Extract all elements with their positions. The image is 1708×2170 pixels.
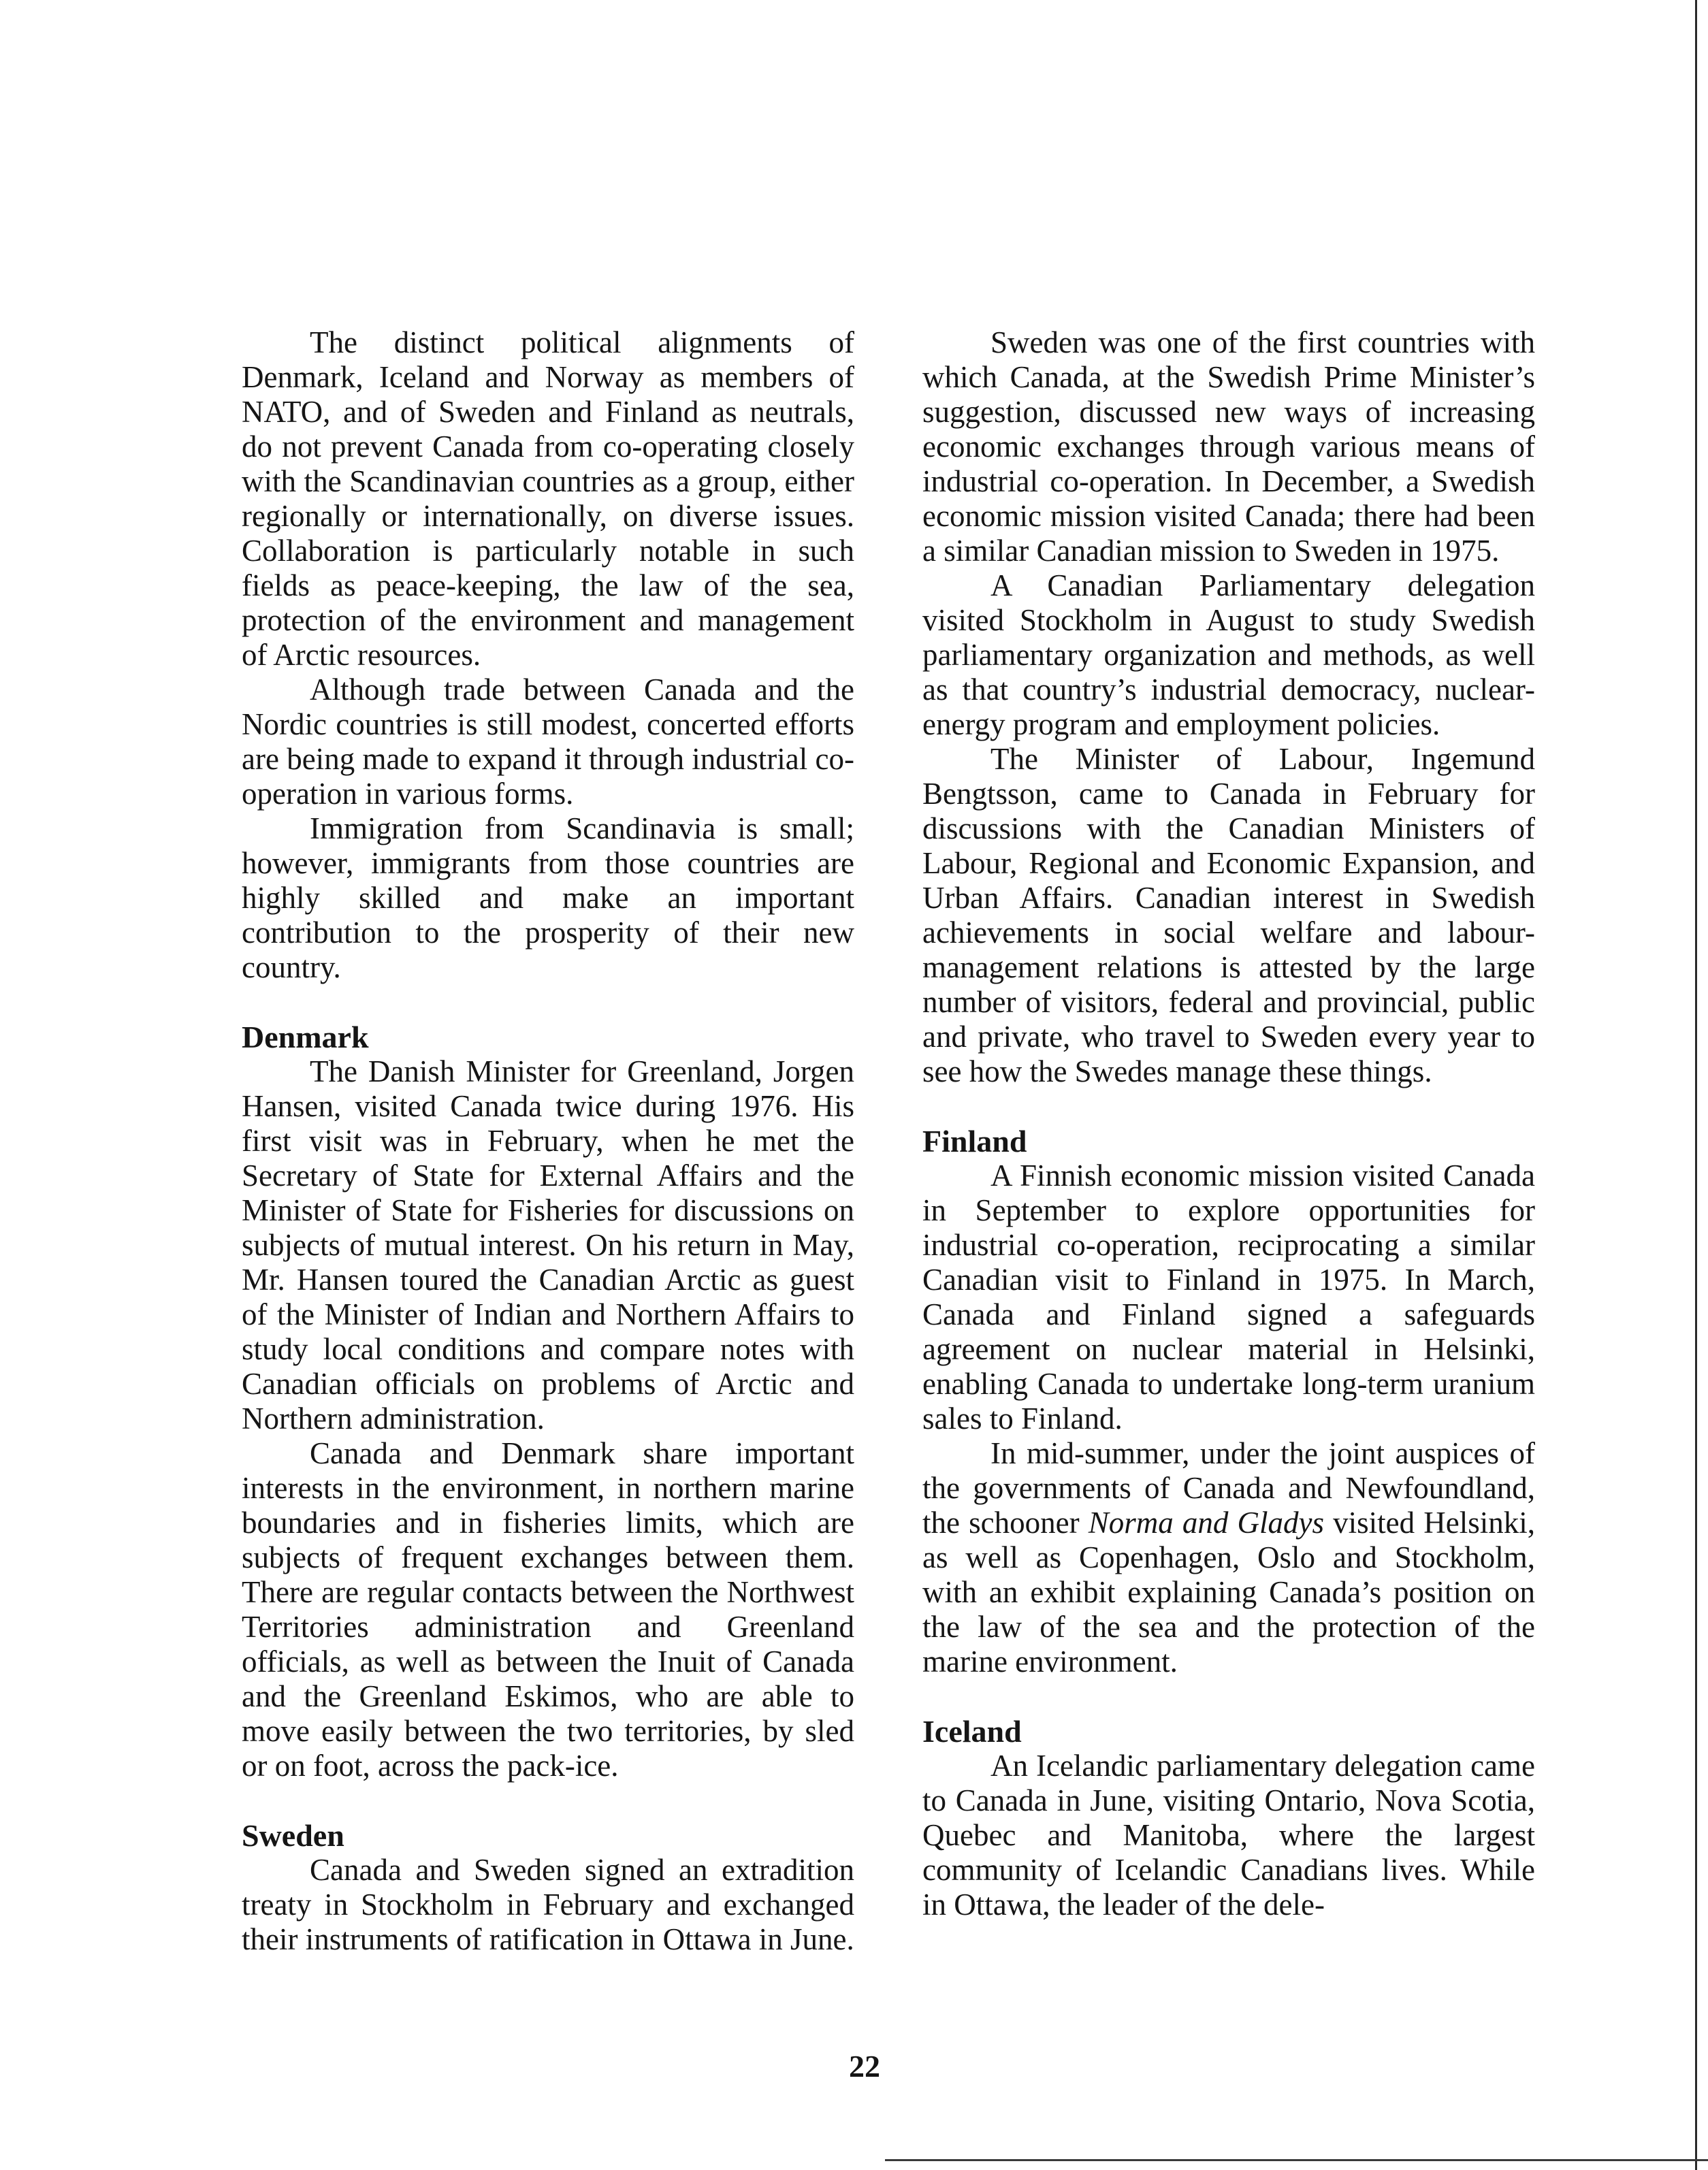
finland-paragraph-1: A Finnish economic mission visited Canada in September to explore opportunities for industrial co-operation, reciprocating a similar Canadian visit to Finland in 1975. In March, Canada and Finland signed a safeguards agreement on nuclear material in Helsinki, enabling Canada to undertake long-term uranium sales to Finland. (922, 1159, 1535, 1436)
ship-name: Norma and Gladys (1088, 1506, 1324, 1540)
page-edge-bottom (885, 2159, 1708, 2161)
denmark-heading: Denmark (242, 1020, 369, 1054)
denmark-paragraph-2: Canada and Denmark share important interests in the environment, in northern marine boundaries and in fisheries limits, which are subjects of frequent exchanges between them. There are regular contacts between the Northwest Territories administration and Greenland officials, as well as between the Inuit of Canada and the Greenland Eskimos, who are able to move easily between the two territories, by sled or on foot, across the pack-ice. (242, 1436, 854, 1783)
intro-paragraph-2: Although trade between Canada and the Nordic countries is still modest, concerted efforts are being made to expand it through industrial co-operation in various forms. (242, 673, 854, 811)
finland-paragraph-2 (922, 1436, 1535, 1679)
sweden-paragraph-2: Sweden was one of the first countries with which Canada, at the Swedish Prime Minister’s suggestion, discussed new ways of increasing economic exchanges through various means of industrial co-operation. In December, a Swedish economic mission visited Canada; there had been a similar Canadian mission to Sweden in 1975. (922, 325, 1535, 568)
section-gap (922, 1679, 1535, 1714)
sweden-paragraph-1: Canada and Sweden signed an extradition treaty in Stockholm in February and exchanged their instruments of ratification in Ottawa in June. (242, 1853, 854, 1956)
iceland-paragraph-1: An Icelandic parliamentary delegation came to Canada in June, visiting Ontario, Nova Scotia, Quebec and Manitoba, where the largest community of Icelandic Canadians lives. While in Ottawa, the leader of the dele- (922, 1749, 1535, 1922)
left-column (242, 325, 854, 1957)
iceland-heading: Iceland (922, 1714, 1022, 1749)
finland-heading: Finland (922, 1124, 1027, 1159)
page-number: 22 (849, 2049, 880, 2084)
section-gap (242, 985, 854, 1020)
right-column (922, 325, 1535, 1922)
sweden-paragraph-3: A Canadian Parliamentary delegation visited Stockholm in August to study Swedish parliamentary organization and methods, as well as that country’s industrial democracy, nuclear-energy program and employment policies. (922, 568, 1535, 741)
intro-paragraph-1: The distinct political alignments of Denmark, Iceland and Norway as members of NATO, and of Sweden and Finland as neutrals, do not prevent Canada from co-operating closely with the Scandinavian countries as a group, either regionally or internationally, on diverse issues. Collaboration is particularly notable in such fields as peace-keeping, the law of the sea, protection of the environment and management of Arctic resources. (242, 325, 854, 672)
section-gap (922, 1089, 1535, 1124)
section-gap (242, 1783, 854, 1818)
denmark-paragraph-1: The Danish Minister for Greenland, Jorgen Hansen, visited Canada twice during 1976. His first visit was in February, when he met the Secretary of State for External Affairs and the Minister of State for Fisheries for discussions on subjects of mutual interest. On his return in May, Mr. Hansen toured the Canadian Arctic as guest of the Minister of Indian and Northern Affairs to study local conditions and compare notes with Canadian officials on problems of Arctic and Northern administration. (242, 1054, 854, 1436)
page-edge-right (1695, 0, 1697, 2170)
sweden-paragraph-4: The Minister of Labour, Ingemund Bengtsson, came to Canada in February for discussions with the Canadian Ministers of Labour, Regional and Economic Expansion, and Urban Affairs. Canadian interest in Swedish achievements in social welfare and labour-management relations is attested by the large number of visitors, federal and provincial, public and private, who travel to Sweden every year to see how the Swedes manage these things. (922, 742, 1535, 1088)
finland-paragraph-2-end: visited Helsinki, as well as Copenhagen, Oslo and Stockholm, with an exhibit explaining Canada’s position on the law of the sea and the protection of the marine environment. (922, 1506, 1536, 1679)
sweden-heading: Sweden (242, 1818, 344, 1853)
intro-paragraph-3: Immigration from Scandinavia is small; however, immigrants from those countries are highly skilled and make an important contribution to the prosperity of their new country. (242, 811, 854, 984)
finland-paragraph-2-start: In mid-summer, under the joint auspices of the governments of Canada and Newfoundland, the schooner (922, 1436, 1535, 1540)
